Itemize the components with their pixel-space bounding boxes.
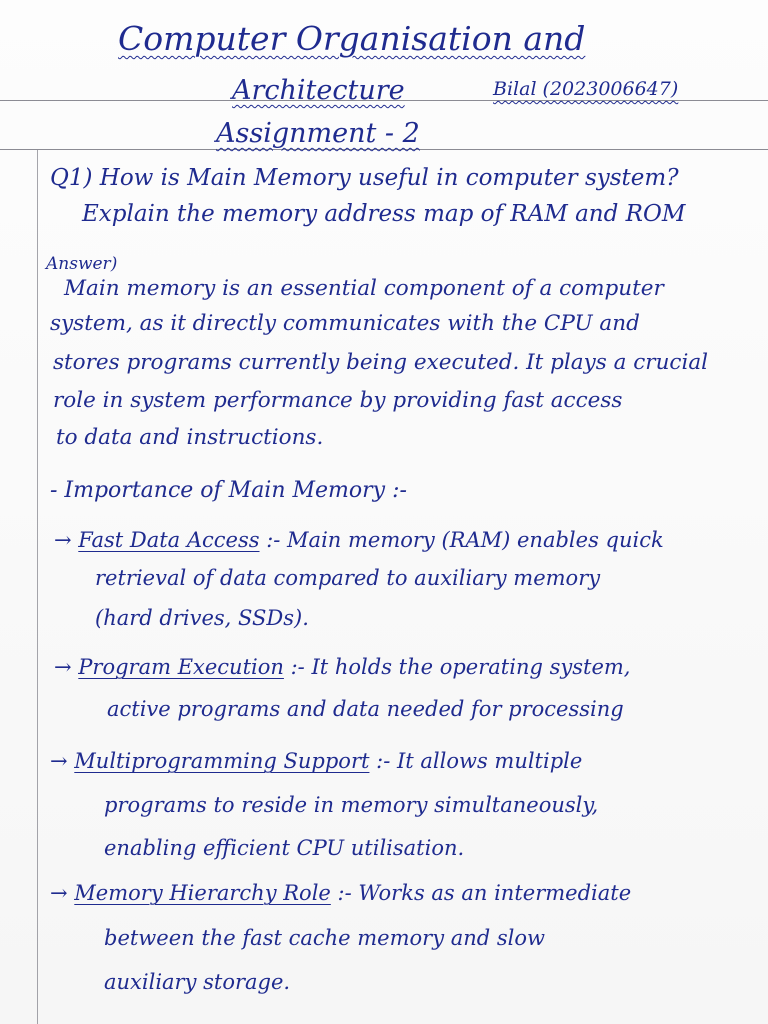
arrow-icon: → [50, 749, 68, 773]
point-fast-data-access [54, 530, 664, 551]
point-text: :- Main memory (RAM) enables quick [266, 528, 664, 552]
ruled-line [0, 149, 768, 150]
point-text-line: retrieval of data compared to auxiliary memory [95, 566, 601, 590]
paragraph-line: system, as it directly communicates with the CPU and [50, 311, 640, 336]
point-program-execution [54, 657, 630, 678]
point-title: Fast Data Access [78, 528, 260, 552]
point-title: Memory Hierarchy Role [74, 881, 331, 905]
point-text-line: programs to reside in memory simultaneously, [104, 793, 599, 817]
point-memory-hierarchy-role [50, 883, 631, 904]
arrow-icon: → [50, 881, 68, 905]
assignment-number: Assignment - 2 [216, 118, 420, 149]
point-text: :- Works as an intermediate [337, 881, 632, 905]
arrow-icon: → [54, 655, 72, 679]
point-text-line: auxiliary storage. [104, 970, 291, 994]
margin-line [37, 150, 38, 1024]
paragraph-line: role in system performance by providing fast access [53, 388, 623, 413]
title-line-2: Architecture [232, 75, 405, 106]
point-text: :- It allows multiple [376, 749, 583, 773]
paragraph-line: stores programs currently being executed. It plays a crucial [53, 350, 709, 375]
question-line-1: Q1) How is Main Memory useful in computer system? [50, 165, 679, 191]
point-multiprogramming-support [50, 751, 582, 772]
point-text-line: between the fast cache memory and slow [104, 926, 546, 950]
arrow-icon: → [54, 528, 72, 552]
paragraph-line: Main memory is an essential component of a computer [64, 276, 664, 301]
point-text-line: (hard drives, SSDs). [95, 606, 309, 630]
point-text: :- It holds the operating system, [290, 655, 631, 679]
point-title: Program Execution [78, 655, 284, 679]
point-title: Multiprogramming Support [74, 749, 370, 773]
paragraph-line: to data and instructions. [56, 425, 324, 450]
importance-heading: - Importance of Main Memory :- [50, 478, 407, 503]
point-text-line: active programs and data needed for processing [107, 697, 624, 721]
question-line-2: Explain the memory address map of RAM and ROM [82, 201, 686, 227]
title-line-1: Computer Organisation and [118, 19, 586, 58]
author-name: Bilal (2023006647) [493, 78, 679, 100]
answer-label: Answer) [46, 254, 118, 274]
point-text-line: enabling efficient CPU utilisation. [104, 836, 465, 860]
